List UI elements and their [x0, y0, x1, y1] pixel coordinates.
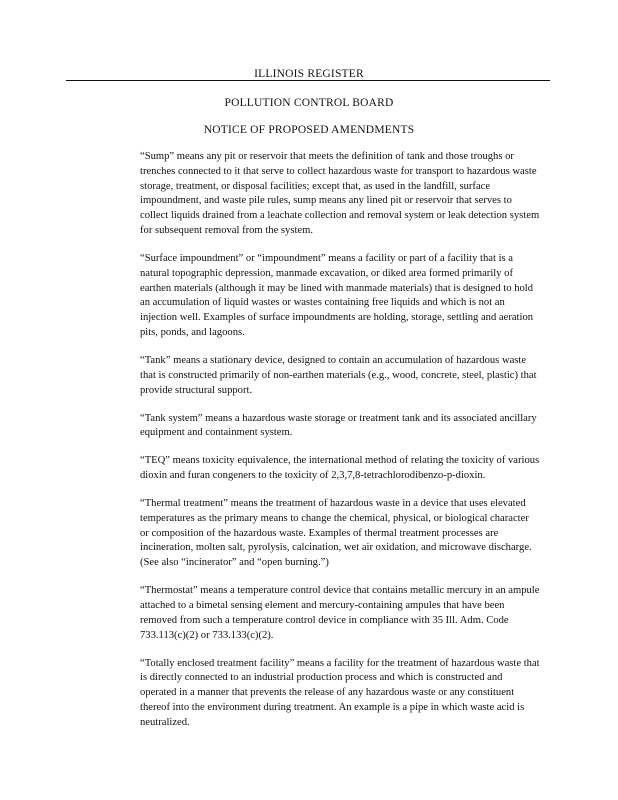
- definition-tank-system: “Tank system” means a hazardous waste storage or treatment tank and its associated ancillary equipment and containment system.: [140, 412, 537, 439]
- board-title: POLLUTION CONTROL BOARD: [224, 97, 394, 109]
- definition-totally-enclosed-treatment-facility: “Totally enclosed treatment facility” means a facility for the treatment of hazardous waste that is directly connected to an industrial production process and which is constructed and operated in a manner that prevents the release of any hazardous waste or any constituent thereof into the environment during treatment. An example is a pipe in which waste acid is neutralized.: [140, 657, 540, 728]
- definition-thermostat: “Thermostat” means a temperature control device that contains metallic mercury in an ampule attached to a bimetal sensing element and mercury-containing ampules that have been removed from such a temperature control device in compliance with 35 Ill. Adm. Code 733.113(c)(2) or 733.133(c)(2).: [140, 585, 540, 641]
- notice-title: NOTICE OF PROPOSED AMENDMENTS: [203, 124, 415, 136]
- definition-thermal-treatment: “Thermal treatment” means the treatment of hazardous waste in a device that uses elevated temperatures as the primary means to change the chemical, physical, or biological character or composition of the hazardous waste. Examples of thermal treatment processes are incineration, molten salt, pyrolysis, calcination, wet air oxidation, and microwave discharge. (See also “incinerator” and “open burning.”): [140, 498, 532, 569]
- register-title: ILLINOIS REGISTER: [254, 68, 364, 80]
- definition-surface-impoundment: “Surface impoundment” or “impoundment” means a facility or part of a facility that is a natural topographic depression, manmade excavation, or diked area formed primarily of earthen materials (although it may be lined with manmade materials) that is designed to hold an accumulation of liquid wastes or wastes containing free liquids and which is not an injection well. Examples of surface impoundments are holding, storage, settling and aeration pits, ponds, and lagoons.: [140, 252, 534, 338]
- definition-tank: “Tank” means a stationary device, designed to contain an accumulation of hazardous waste that is constructed primarily of non-earthen materials (e.g., wood, concrete, steel, plastic) that provide structural support.: [140, 354, 537, 396]
- definitions-body: [140, 150, 540, 744]
- definition-teq: “TEQ” means toxicity equivalence, the international method of relating the toxicity of various dioxin and furan congeners to the toxicity of 2,3,7,8-tetrachlorodibenzo-p-dioxin.: [140, 455, 540, 482]
- definition-sump: “Sump” means any pit or reservoir that meets the definition of tank and those troughs or trenches connected to it that serve to collect hazardous waste for transport to hazardous waste storage, treatment, or disposal facilities; except that, as used in the landfill, surface impoundment, and waste pile rules, sump means any lined pit or reservoir that serves to collect liquids drained from a leachate collection and removal system or leak detection system for subsequent removal from the system.: [140, 151, 540, 236]
- header-rule: [66, 80, 550, 81]
